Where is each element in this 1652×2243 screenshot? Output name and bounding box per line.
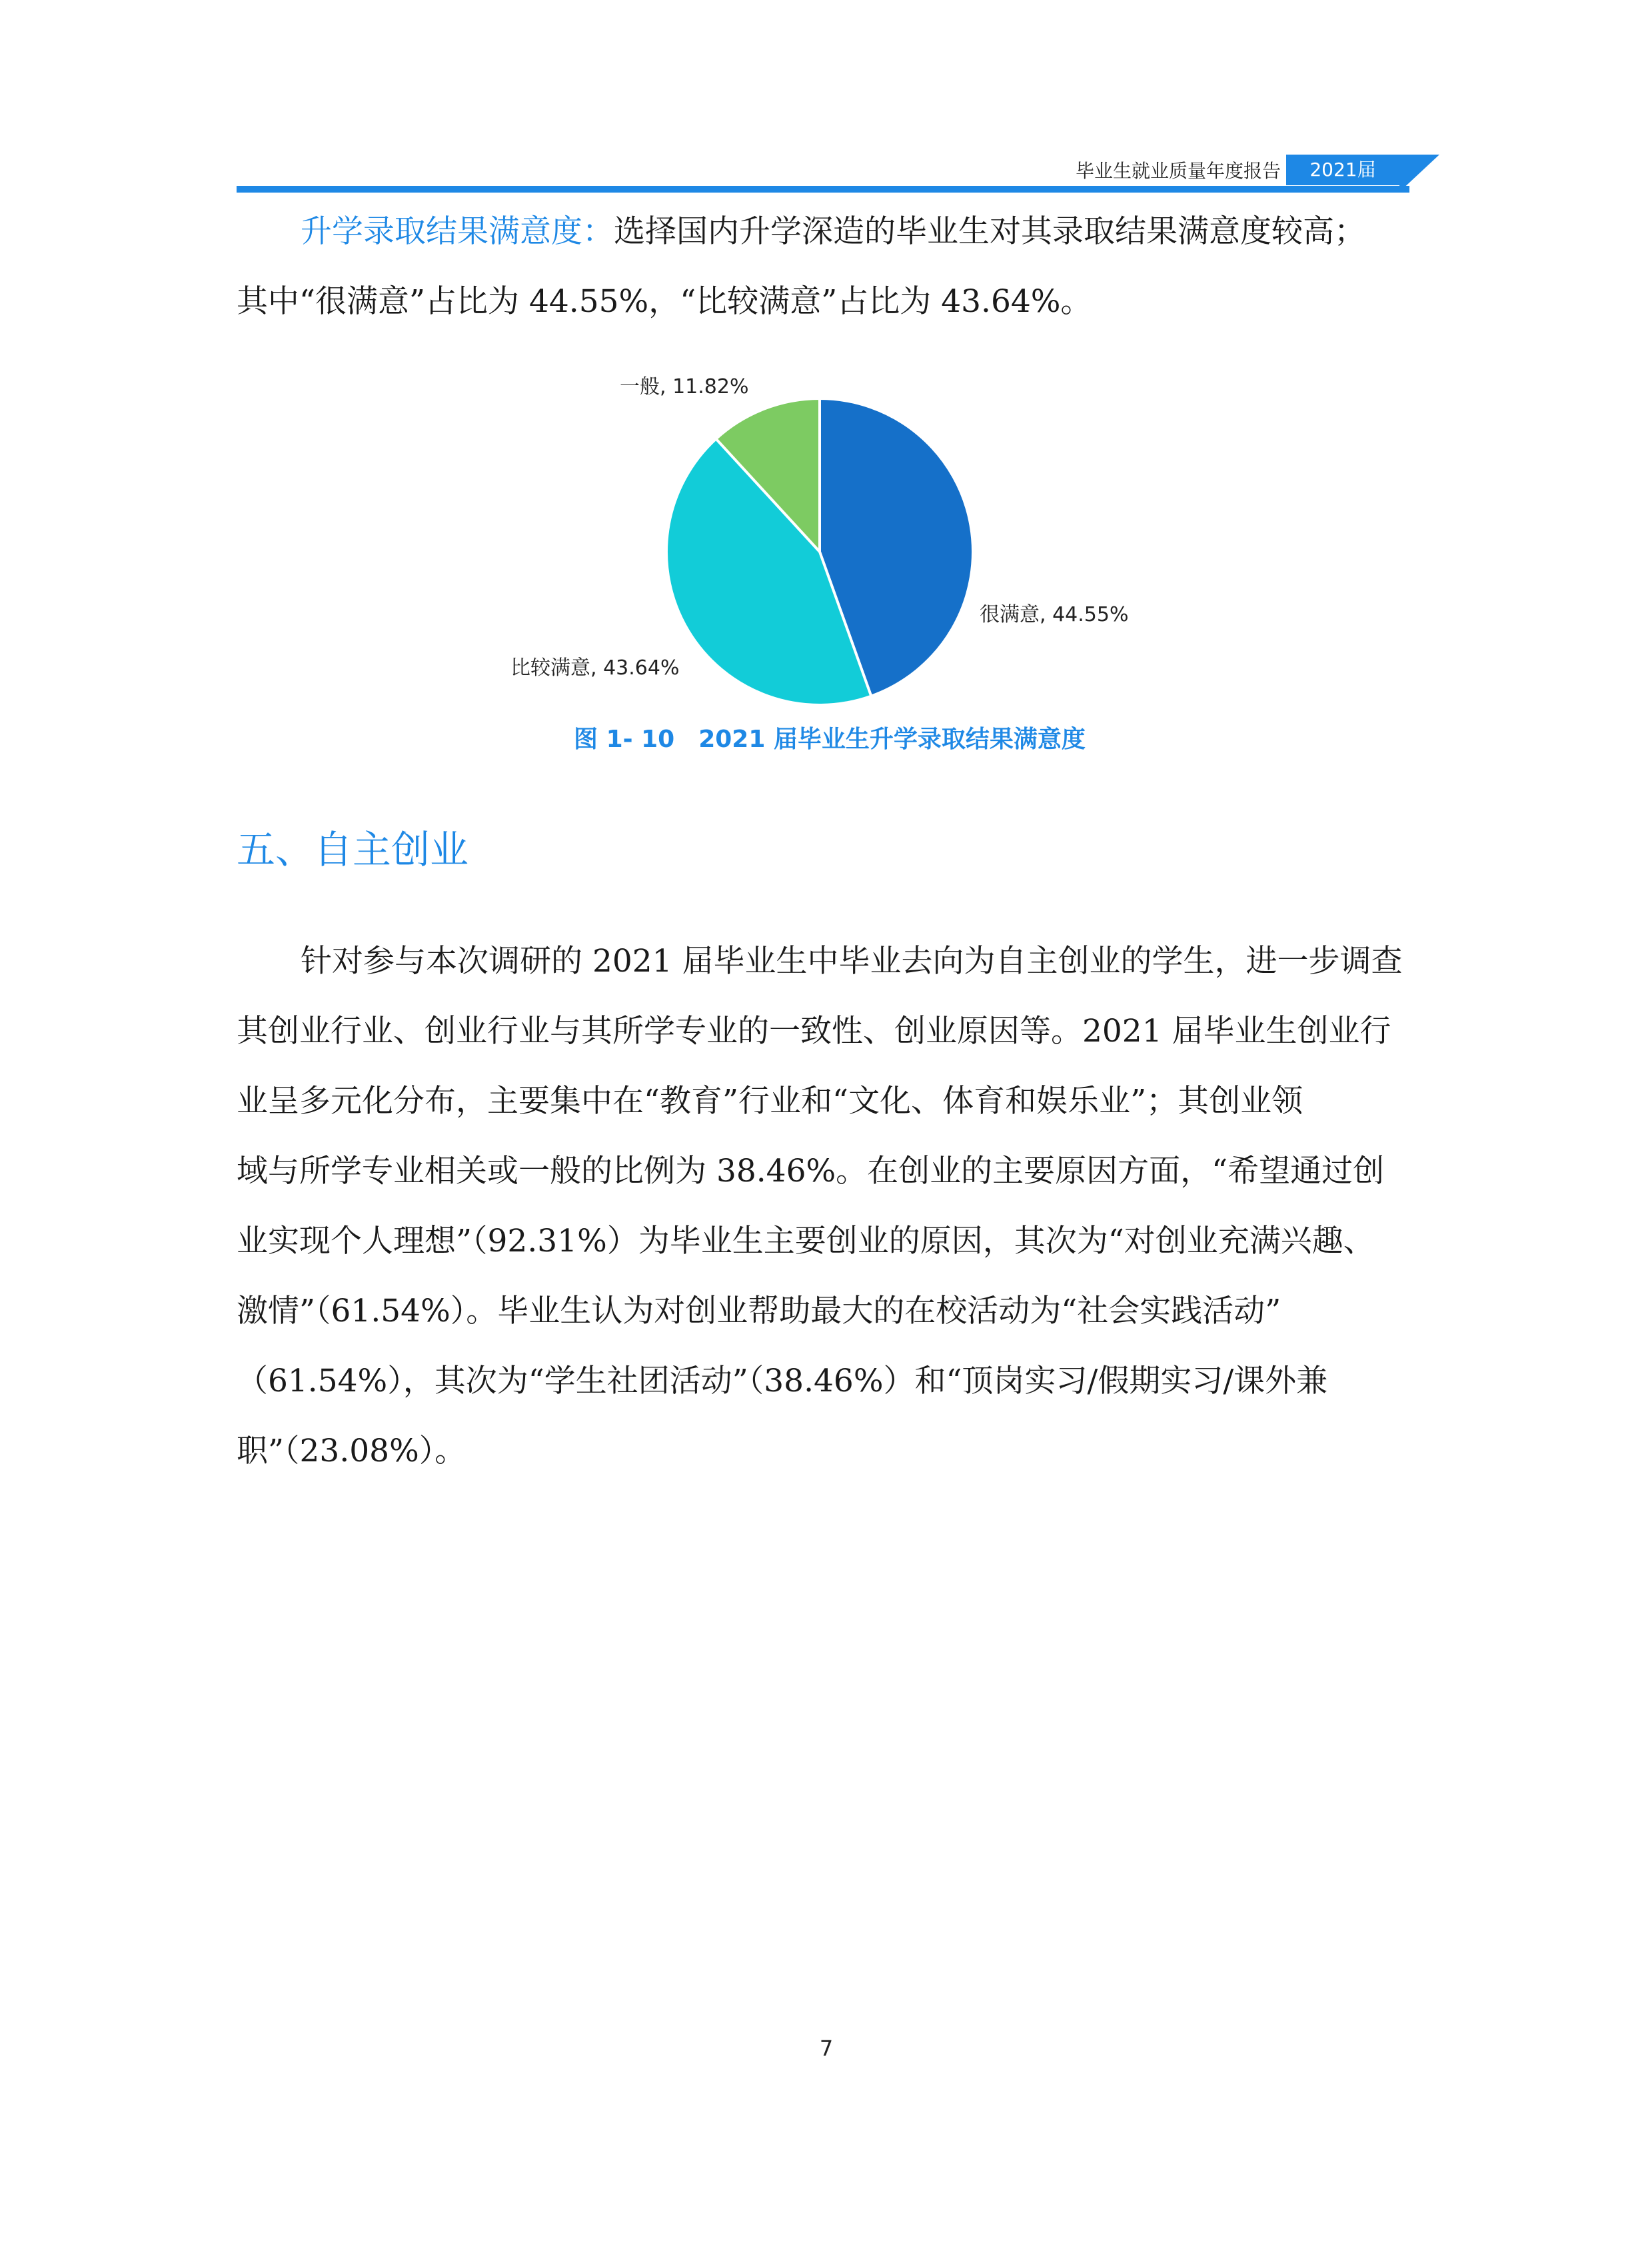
figure-caption: 图 1- 10 2021 届毕业生升学录取结果满意度: [574, 726, 1086, 753]
intro-paragraph: [237, 197, 1423, 337]
header-year-badge: 2021届: [1286, 155, 1399, 185]
slice-label-average: 一般, 11.82%: [620, 375, 749, 398]
body-line: 业实现个人理想”（92.31%）为毕业生主要创业的原因，其次为“对创业充满兴趣、: [237, 1223, 1375, 1259]
page-number: 7: [819, 2036, 834, 2061]
intro-lead: 升学录取结果满意度：: [301, 213, 614, 250]
section-body: [237, 926, 1423, 1486]
body-line: 其创业行业、创业行业与其所学专业的一致性、创业原因等。2021 届毕业生创业行: [237, 1013, 1391, 1050]
body-line: 域与所学专业相关或一般的比例为 38.46%。在创业的主要原因方面，“希望通过创: [237, 1153, 1385, 1189]
body-line: 激情”（61.54%）。毕业生认为对创业帮助最大的在校活动为“社会实践活动”: [237, 1293, 1281, 1329]
body-line: 针对参与本次调研的 2021 届毕业生中毕业去向为自主创业的学生，进一步调查: [301, 943, 1403, 980]
slice-label-satisfied: 比较满意, 43.64%: [510, 656, 680, 680]
section-title: 五、自主创业: [237, 827, 469, 872]
slice-label-very-satisfied: 很满意, 44.55%: [980, 603, 1129, 626]
pie-slices: [666, 398, 973, 705]
header-rule: [237, 186, 1409, 193]
body-line: （61.54%），其次为“学生社团活动”（38.46%）和“顶岗实习/假期实习/课外兼: [237, 1363, 1328, 1399]
intro-line-2: 其中“很满意”占比为 44.55%，“比较满意”占比为 43.64%。: [237, 283, 1092, 320]
intro-line-1-text: 选择国内升学深造的毕业生对其录取结果满意度较高；: [614, 213, 1365, 250]
intro-line-1: [237, 197, 1423, 267]
body-line: 职”（23.08%）。: [237, 1433, 466, 1469]
body-line: 业呈多元化分布，主要集中在“教育”行业和“文化、体育和娱乐业”；其创业领: [237, 1083, 1303, 1120]
pie-chart: [466, 360, 1200, 720]
header-title: 毕业生就业质量年度报告: [1075, 160, 1281, 182]
